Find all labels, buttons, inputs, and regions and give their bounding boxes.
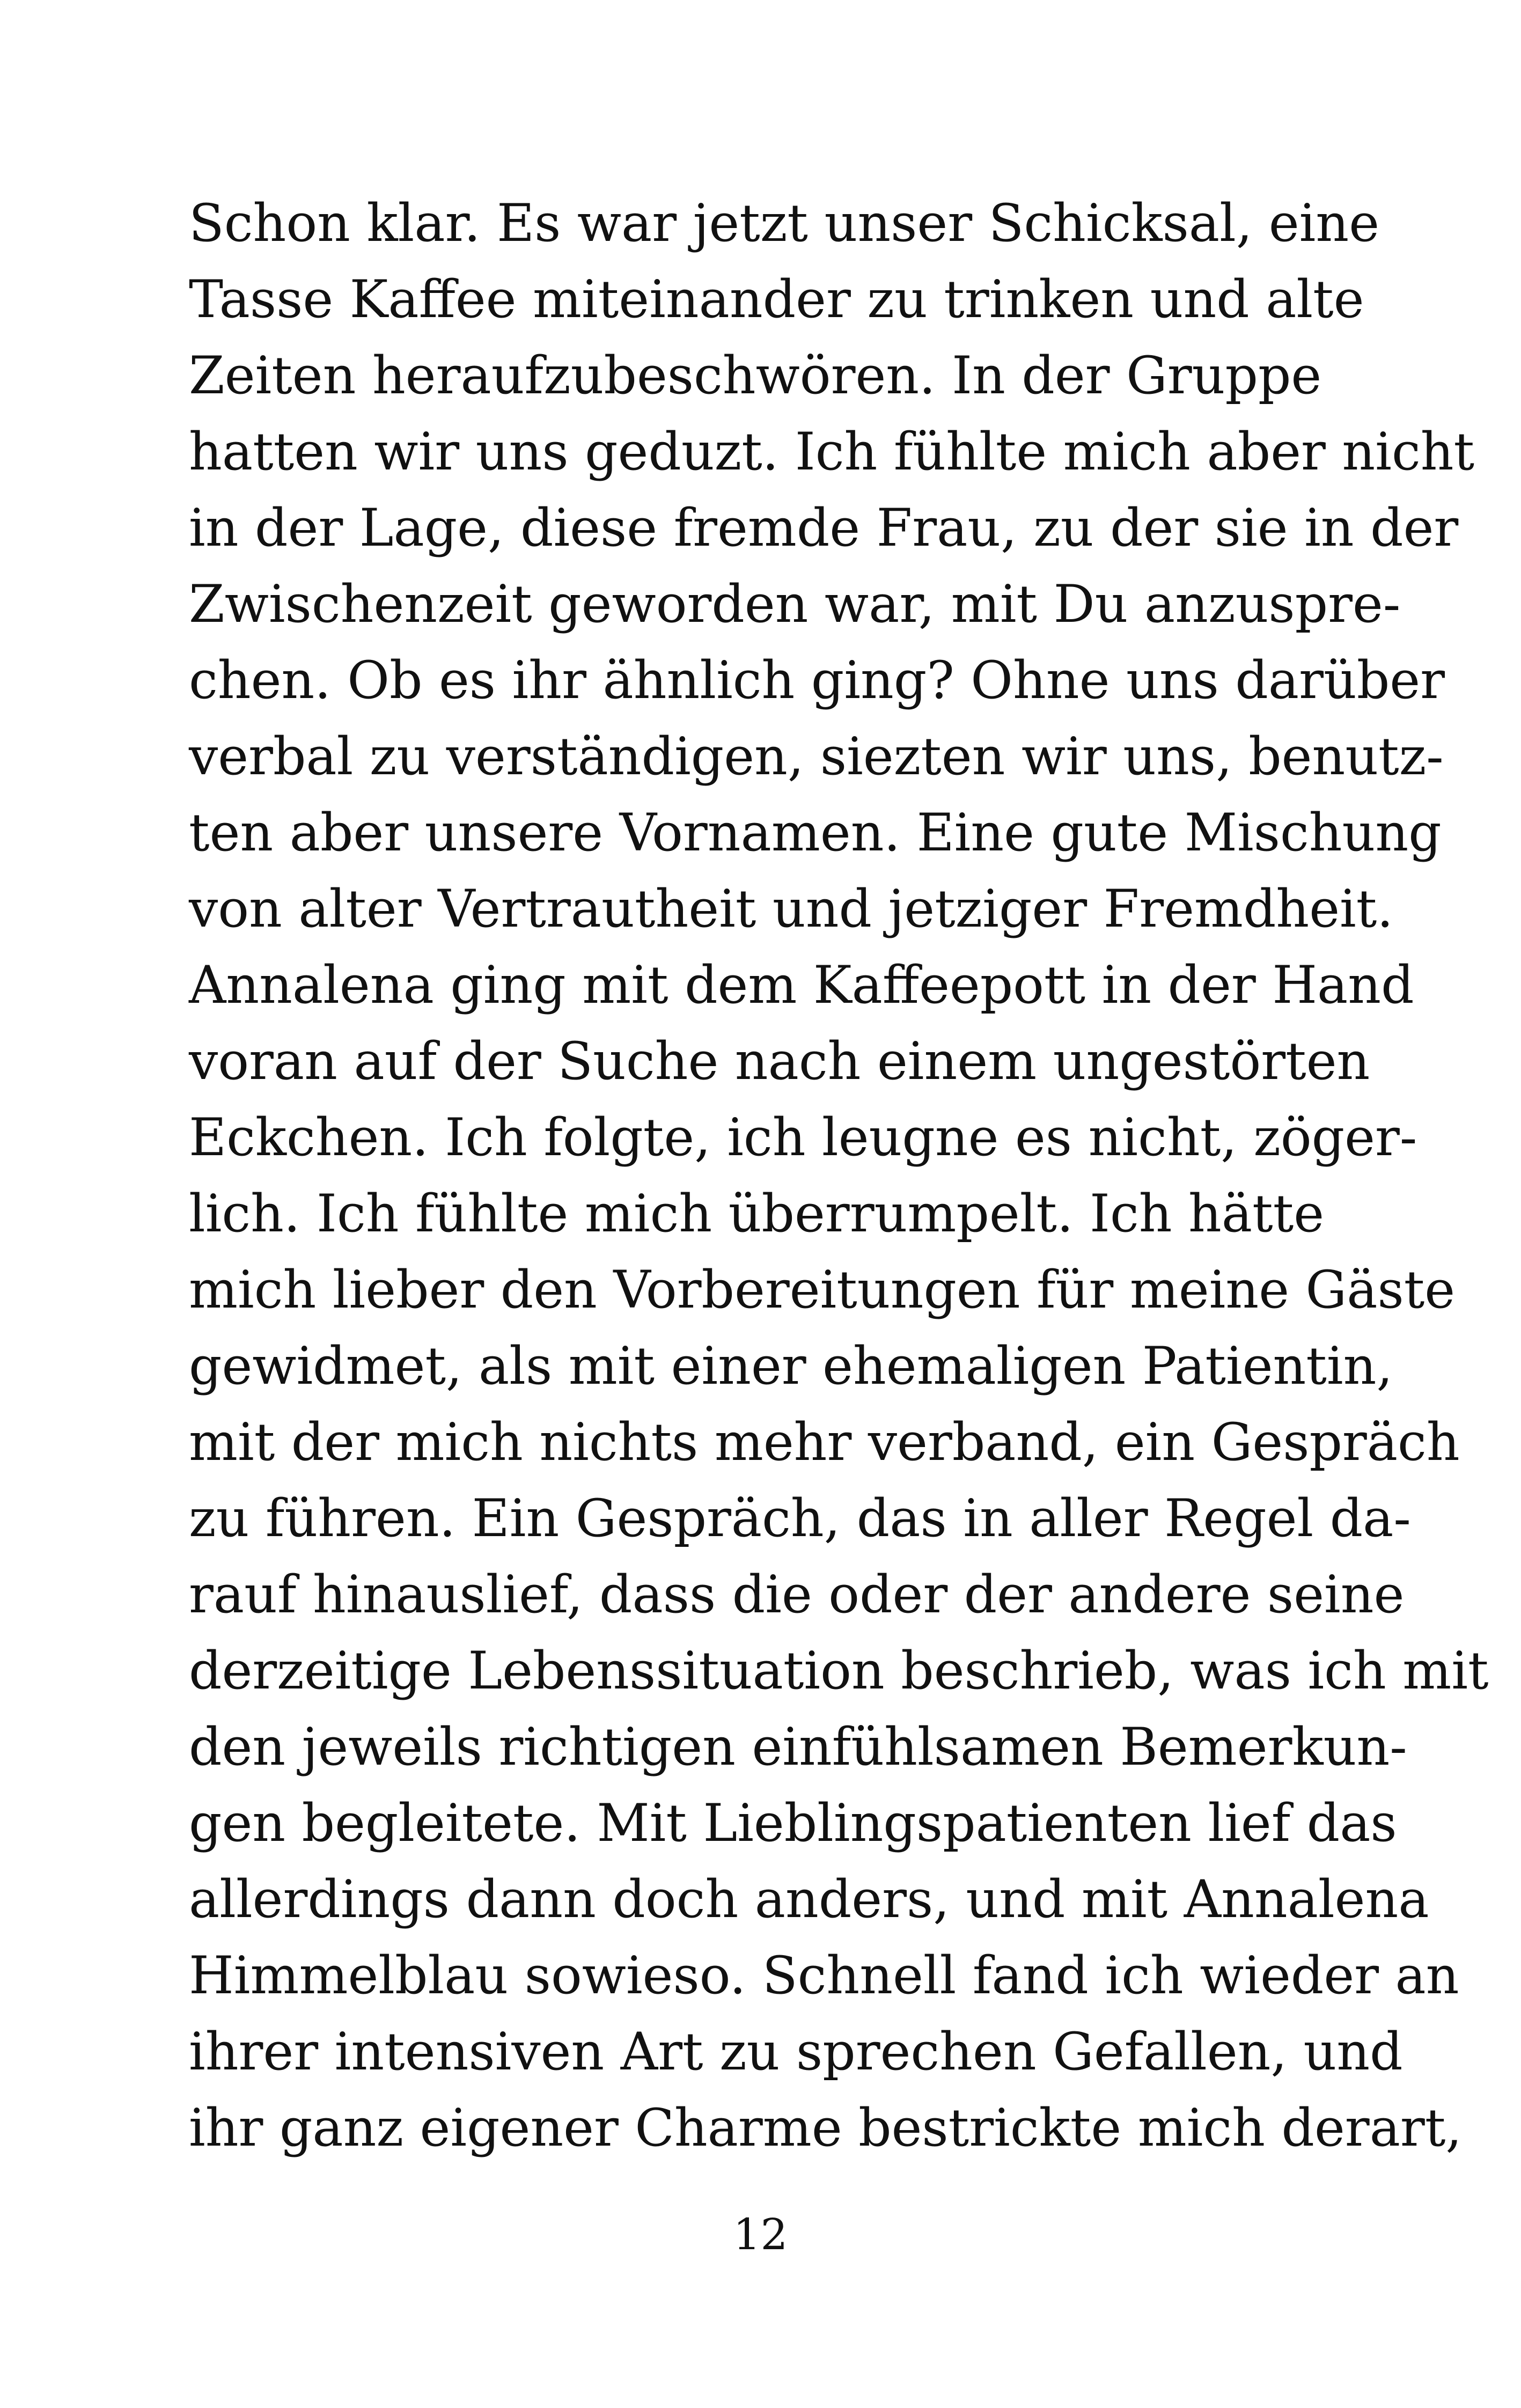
text-line: derzeitige Lebenssituation beschrieb, was ich mit	[189, 1641, 1489, 1701]
text-line: von alter Vertrautheit und jetziger Fremdheit.	[189, 879, 1393, 939]
text-line: Zeiten heraufzubeschwören. In der Gruppe	[189, 346, 1322, 406]
text-line: in der Lage, diese fremde Frau, zu der sie in der	[189, 498, 1459, 558]
text-line: Eckchen. Ich folgte, ich leugne es nicht, zöger-	[189, 1107, 1417, 1168]
text-line: mit der mich nichts mehr verband, ein Gespräch	[189, 1412, 1460, 1472]
page-number: 12	[733, 2209, 788, 2259]
text-line: Tasse Kaffee miteinander zu trinken und alte	[189, 269, 1364, 329]
text-line: Annalena ging mit dem Kaffeepott in der Hand	[189, 955, 1414, 1015]
text-line: Schon klar. Es war jetzt unser Schicksal, eine	[189, 193, 1380, 253]
text-line: voran auf der Suche nach einem ungestörten	[189, 1031, 1370, 1091]
text-line: ten aber unsere Vornamen. Eine gute Mischung	[189, 803, 1442, 863]
text-line: allerdings dann doch anders, und mit Annalena	[189, 1869, 1429, 1929]
text-line: lich. Ich fühlte mich überrumpelt. Ich hätte	[189, 1184, 1325, 1244]
text-line: ihrer intensiven Art zu sprechen Gefallen, und	[189, 2022, 1403, 2082]
text-line: rauf hinauslief, dass die oder der andere seine	[189, 1565, 1405, 1625]
text-line: hatten wir uns geduzt. Ich fühlte mich aber nicht	[189, 422, 1475, 482]
text-line: verbal zu verständigen, siezten wir uns, benutz-	[189, 726, 1444, 787]
body-text	[189, 185, 1489, 2166]
text-line: gewidmet, als mit einer ehemaligen Patientin,	[189, 1336, 1393, 1396]
text-line: mich lieber den Vorbereitungen für meine Gäste	[189, 1260, 1456, 1320]
text-line: chen. Ob es ihr ähnlich ging? Ohne uns darüber	[189, 650, 1445, 710]
text-line: gen begleitete. Mit Lieblingspatienten lief das	[189, 1793, 1397, 1853]
text-line: Zwischenzeit geworden war, mit Du anzuspre-	[189, 574, 1401, 634]
text-line: zu führen. Ein Gespräch, das in aller Regel da-	[189, 1488, 1411, 1548]
text-line: den jeweils richtigen einfühlsamen Bemerkun-	[189, 1717, 1407, 1777]
text-line: Himmelblau sowieso. Schnell fand ich wieder an	[189, 1946, 1459, 2006]
text-line: ihr ganz eigener Charme bestrickte mich derart,	[189, 2098, 1462, 2158]
